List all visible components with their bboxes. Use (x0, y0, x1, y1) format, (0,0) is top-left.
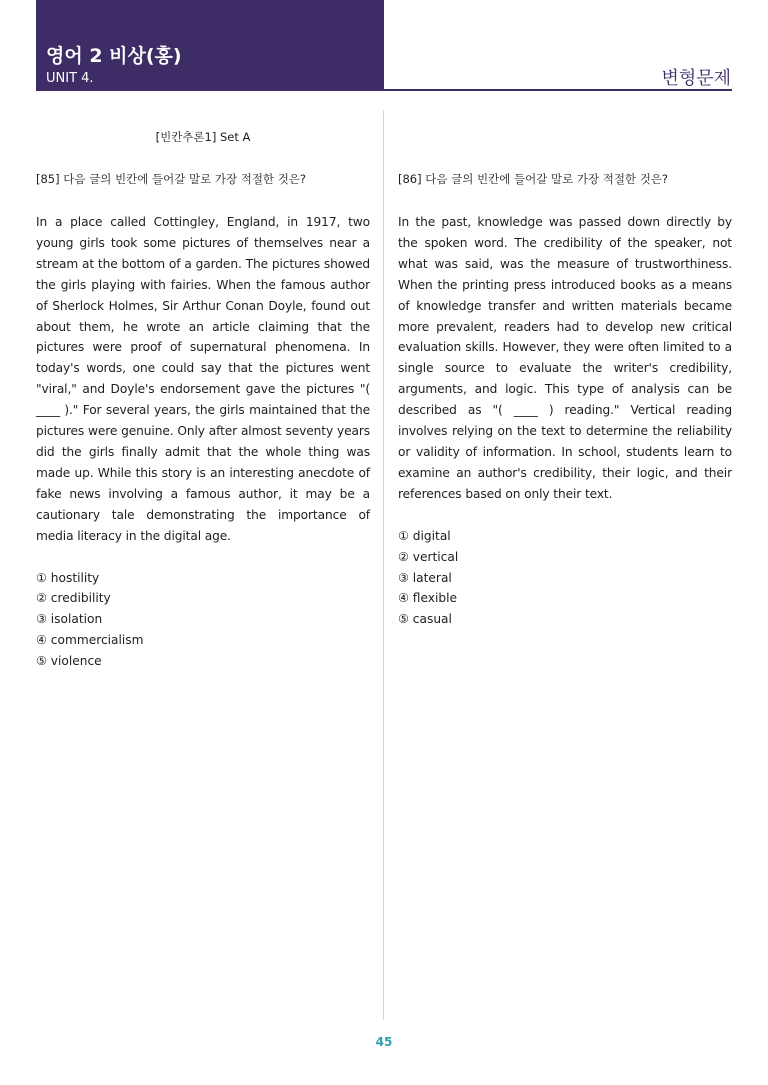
choice-item: ⑤ casual (398, 612, 452, 627)
choice-item: ② credibility (36, 591, 111, 606)
section-label: [빈칸추론1] Set A (155, 130, 251, 144)
choice-item: ② vertical (398, 549, 459, 564)
choice-item: ④ commercialism (36, 633, 144, 648)
question-85 (36, 170, 370, 688)
choice-item: ③ lateral (398, 570, 452, 585)
choice-item: ⑤ violence (36, 654, 102, 669)
page-number: 45 (375, 1035, 393, 1049)
choice-item: ① hostility (36, 570, 100, 585)
question-passage: In a place called Cottingley, England, in 1917, two young girls took some pictures of themselves near a stream at the bottom of a garden. The pictures showed the girls playing with fairies. When the famous author of Sherlock Holmes, Sir Arthur Conan Doyle, found out about them, he wrote an article claiming that the pictures were proof of supernatural phenomena. In today's words, one could say that the pictures went "viral," and Doyle's endorsement gave the pictures "( ____ )." For several years, the girls maintained that the pictures were genuine. Only after almost seventy years did the girls finally admit that the whole thing was made up. While this story is an interesting anecdote of fake news involving a famous author, it may be a cautionary tale demonstrating the importance of media literacy in the digital age. (36, 215, 370, 543)
choice-item: ① digital (398, 528, 451, 543)
question-prompt: [86] 다음 글의 빈칸에 들어갈 말로 가장 적절한 것은? (398, 172, 669, 186)
choice-list (398, 526, 732, 631)
question-prompt: [85] 다음 글의 빈칸에 들어갈 말로 가장 적절한 것은? (36, 172, 307, 186)
textbook-title: 영어 2 비상(홍) (46, 45, 182, 67)
question-86 (398, 170, 732, 646)
header-banner (36, 0, 384, 91)
choice-item: ④ flexible (398, 591, 457, 606)
column-divider (383, 110, 384, 1020)
choice-item: ③ isolation (36, 612, 103, 627)
choice-list (36, 568, 370, 673)
question-passage: In the past, knowledge was passed down directly by the spoken word. The credibility of the speaker, not what was said, was the measure of trustworthiness. When the printing press introduced books as a means of knowledge transfer and written materials became more prevalent, readers had to develop new critical evaluation skills. However, they were often limited to a single source to evaluate the writer's credibility, arguments, and logic. This type of analysis can be described as "( ____ ) reading." Vertical reading involves relying on the text to determine the reliability or validity of information. In school, students learn to examine an author's credibility, their logic, and their references based on only their text. (398, 215, 732, 501)
unit-label: UNIT 4. (46, 71, 94, 86)
document-type: 변형문제 (661, 68, 731, 89)
